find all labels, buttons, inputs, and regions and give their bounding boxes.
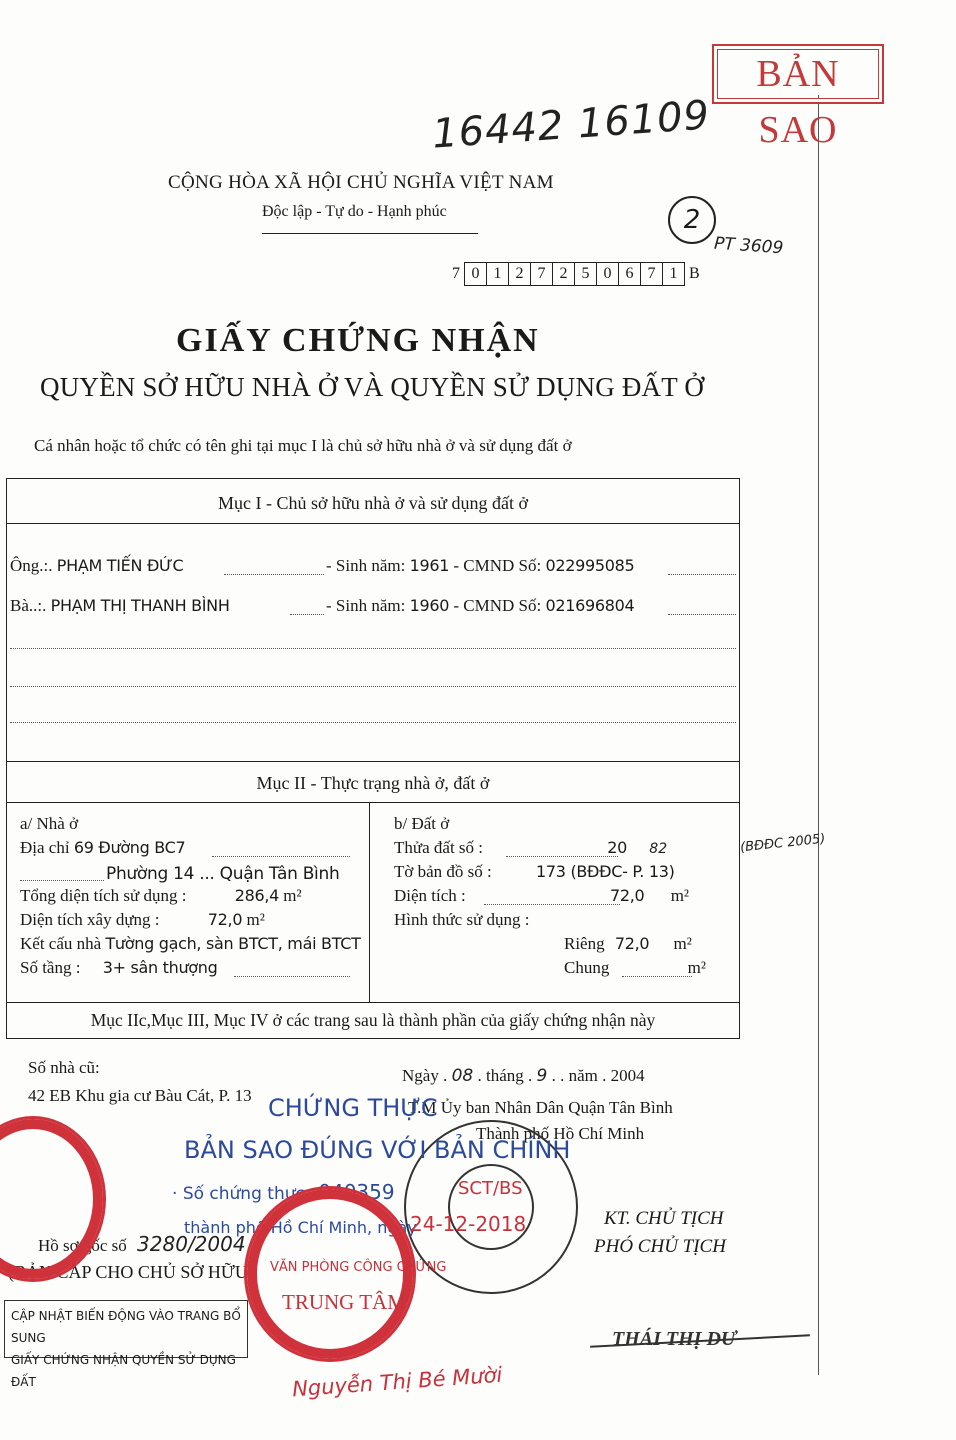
dotted-line xyxy=(10,648,736,649)
notary-office-name: TRUNG TÂM xyxy=(282,1290,406,1314)
signer-name: THÁI THỊ DƯ xyxy=(612,1328,737,1350)
year-label: năm xyxy=(568,1066,598,1085)
unit-label: m² xyxy=(673,934,692,953)
plot-label: Thửa đất số : xyxy=(394,838,484,857)
owner-2-birth: 1960 xyxy=(409,596,450,615)
motto-underline xyxy=(262,233,478,234)
owner-2-id-label: CMND Số: xyxy=(463,596,542,615)
serial-digit: 2 xyxy=(552,263,574,285)
deputy-line2: PHÓ CHỦ TỊCH xyxy=(594,1236,726,1257)
section-owner-heading: Mục I - Chủ sở hữu nhà ở và sử dụng đất ở xyxy=(7,479,739,524)
land-label: b/ Đất ở xyxy=(394,814,450,833)
certificate-subtitle: QUYỀN SỞ HỮU NHÀ Ở VÀ QUYỀN SỬ DỤNG ĐẤT Ở xyxy=(40,372,705,402)
seal-text: SCT/BS xyxy=(458,1178,523,1199)
map-label: Tờ bản đồ số : xyxy=(394,862,492,881)
update-note-line2: GIẤY CHỨNG NHẬN QUYỀN SỬ DỤNG ĐẤT xyxy=(11,1353,236,1389)
land-area-label: Diện tích : xyxy=(394,886,466,905)
owner-1-details: - Sinh năm: 1961 - CMND Số: 022995085 xyxy=(326,556,635,575)
handwritten-numbers: 16442 16109 xyxy=(430,92,712,158)
land-private xyxy=(564,934,692,954)
serial-suffix: B xyxy=(689,265,700,282)
owner-2-details: - Sinh năm: 1960 - CMND Số: 021696804 xyxy=(326,596,635,615)
page-edge xyxy=(818,95,819,1375)
private-value: 72,0 xyxy=(614,934,650,953)
owner-1-id: 022995085 xyxy=(545,556,635,575)
build-area-value: 72,0 xyxy=(207,910,243,929)
certification-city: thành phố Hồ Chí Minh, ngày xyxy=(184,1218,417,1237)
dotted-line xyxy=(10,686,736,687)
house-address xyxy=(20,838,185,858)
dotted-line xyxy=(290,614,324,615)
day-label: Ngày xyxy=(402,1066,439,1085)
owner-1-name: PHẠM TIẾN ĐỨC xyxy=(56,556,184,575)
house-structure xyxy=(20,934,361,954)
serial-number xyxy=(452,262,700,286)
left-red-seal xyxy=(0,1116,106,1282)
authority-line1: T.M Ủy ban Nhân Dân Quận Tân Bình xyxy=(408,1098,673,1117)
section-owner xyxy=(6,478,740,762)
day-value: 08 xyxy=(451,1066,474,1086)
owner-2: Bà..:. PHẠM THỊ THANH BÌNH xyxy=(10,596,230,615)
unit-label: m² xyxy=(687,958,706,977)
floors-label: Số tầng : xyxy=(20,958,81,977)
notary-signature: Nguyễn Thị Bé Mười xyxy=(291,1362,504,1402)
owner-1-birth: 1961 xyxy=(409,556,450,575)
house-label: a/ Nhà ở xyxy=(20,814,79,833)
cert-number-value: 040359 xyxy=(318,1180,395,1204)
authority-line2: Thành phố Hồ Chí Minh xyxy=(476,1124,645,1143)
private-label: Riêng xyxy=(564,934,605,953)
land-area-value: 72,0 xyxy=(610,886,645,905)
section-property-heading: Mục II - Thực trạng nhà ở, đất ở xyxy=(7,760,739,803)
serial-digit: 6 xyxy=(618,263,640,285)
land-usage: Hình thức sử dụng : xyxy=(394,910,530,929)
address-label: Địa chỉ xyxy=(20,838,70,857)
district-value: Quận Tân Bình xyxy=(219,864,340,884)
dotted-line xyxy=(484,904,620,905)
land-plot xyxy=(394,838,667,858)
official-seal-inner xyxy=(448,1164,534,1250)
deputy-line1: KT. CHỦ TỊCH xyxy=(604,1208,724,1229)
month-label: tháng xyxy=(485,1066,524,1085)
dotted-line xyxy=(20,880,104,881)
serial-digit: 0 xyxy=(596,263,618,285)
handwritten-circle: 2 xyxy=(668,196,716,244)
house-ward: Phường 14 ... Quận Tân Bình xyxy=(106,864,340,884)
owner-2-name: PHẠM THỊ THANH BÌNH xyxy=(50,596,230,615)
shared-label: Chung xyxy=(564,958,610,977)
dotted-line xyxy=(234,976,350,977)
unit-label: m² xyxy=(246,910,265,929)
owner-1-birth-label: Sinh năm: xyxy=(335,556,406,575)
year-value: 2004 xyxy=(610,1066,645,1085)
owner-2-title: Bà xyxy=(10,596,29,615)
issue-date: Ngày . 08 . tháng . 9 . . năm . 2004 xyxy=(402,1066,645,1086)
owner-2-id: 021696804 xyxy=(545,596,635,615)
serial-digit: 2 xyxy=(508,263,530,285)
month-value: 9 xyxy=(536,1066,548,1086)
serial-boxes xyxy=(464,262,685,286)
plot-note: 82 xyxy=(649,841,668,857)
motto: Độc lập - Tự do - Hạnh phúc xyxy=(262,203,447,220)
plot-value: 20 xyxy=(607,838,628,857)
section-note: Mục IIc,Mục III, Mục IV ở các trang sau là thành phần của giấy chứng nhận này xyxy=(6,1002,740,1039)
serial-digit: 1 xyxy=(486,263,508,285)
update-note-line1: CẬP NHẬT BIẾN ĐỘNG VÀO TRANG BỔ SUNG xyxy=(11,1309,241,1345)
column-divider xyxy=(369,802,370,1002)
map-note: (BĐĐC 2005) xyxy=(739,831,827,856)
total-area-value: 286,4 xyxy=(234,886,280,905)
owner-1: Ông.:. PHẠM TIẾN ĐỨC xyxy=(10,556,184,575)
land-map xyxy=(394,862,675,882)
dotted-line xyxy=(212,856,350,857)
old-number-label: Số nhà cũ: xyxy=(28,1058,100,1077)
update-note-box xyxy=(4,1300,248,1389)
floors-value: 3+ sân thượng xyxy=(102,958,218,977)
owner-2-birth-label: Sinh năm: xyxy=(335,596,406,615)
ward-value: Phường 14 xyxy=(106,864,195,884)
handwritten-pt: PT 3609 xyxy=(713,233,784,259)
unit-label: m² xyxy=(670,886,690,905)
serial-digit: 0 xyxy=(471,265,480,282)
certification-date: 24-12-2018 xyxy=(410,1212,527,1236)
unit-label: m² xyxy=(283,886,302,905)
house-build-area xyxy=(20,910,265,930)
dotted-line xyxy=(224,574,324,575)
intro-text: Cá nhân hoặc tổ chức có tên ghi tại mục I là chủ sở hữu nhà ở và sử dụng đất ở xyxy=(34,436,572,455)
structure-label: Kết cấu nhà xyxy=(20,934,102,953)
house-total-area xyxy=(20,886,302,906)
owner-1-title: Ông xyxy=(10,556,40,575)
dotted-line xyxy=(10,722,736,723)
notary-office: VĂN PHÒNG CÔNG CHỨNG xyxy=(270,1260,447,1275)
serial-digit: 5 xyxy=(574,263,596,285)
serial-digit: 7 xyxy=(640,263,662,285)
land-shared xyxy=(564,958,706,978)
certification-line1: CHỨNG THỰC xyxy=(268,1094,438,1122)
old-address: 42 EB Khu gia cư Bàu Cát, P. 13 xyxy=(28,1086,252,1105)
serial-prefix: 7 xyxy=(452,265,460,282)
house-floors xyxy=(20,958,217,978)
file-number-value: 3280/2004 xyxy=(137,1232,246,1256)
certification-line2: BẢN SAO ĐÚNG VỚI BẢN CHÍNH xyxy=(184,1136,571,1164)
structure-value: Tường gạch, sàn BTCT, mái BTCT xyxy=(105,934,361,953)
republic-heading: CỘNG HÒA XÃ HỘI CHỦ NGHĨA VIỆT NAM xyxy=(168,172,554,193)
owner-1-id-label: CMND Số: xyxy=(463,556,542,575)
map-value: 173 (BĐĐC- P. 13) xyxy=(536,862,675,881)
dotted-line xyxy=(506,856,618,857)
serial-digit: 7 xyxy=(530,263,552,285)
address-value: 69 Đường BC7 xyxy=(73,838,186,857)
dotted-line xyxy=(668,574,736,575)
dotted-line xyxy=(668,614,736,615)
issued-to: (BẢN CẤP CHO CHỦ SỞ HỮU) xyxy=(8,1262,254,1282)
certification-number: · Số chứng thực 040359 xyxy=(172,1180,395,1204)
serial-digit: 1 xyxy=(662,263,684,285)
cert-number-label: Số chứng thực xyxy=(182,1184,305,1204)
build-area-label: Diện tích xây dựng : xyxy=(20,910,160,929)
dotted-line xyxy=(622,976,692,977)
total-area-label: Tổng diện tích sử dụng : xyxy=(20,886,187,905)
copy-stamp: BẢN SAO xyxy=(712,44,884,104)
file-label: Hồ sơ gốc số xyxy=(38,1236,127,1255)
certificate-title: GIẤY CHỨNG NHẬN xyxy=(176,322,540,359)
land-area xyxy=(394,886,689,906)
